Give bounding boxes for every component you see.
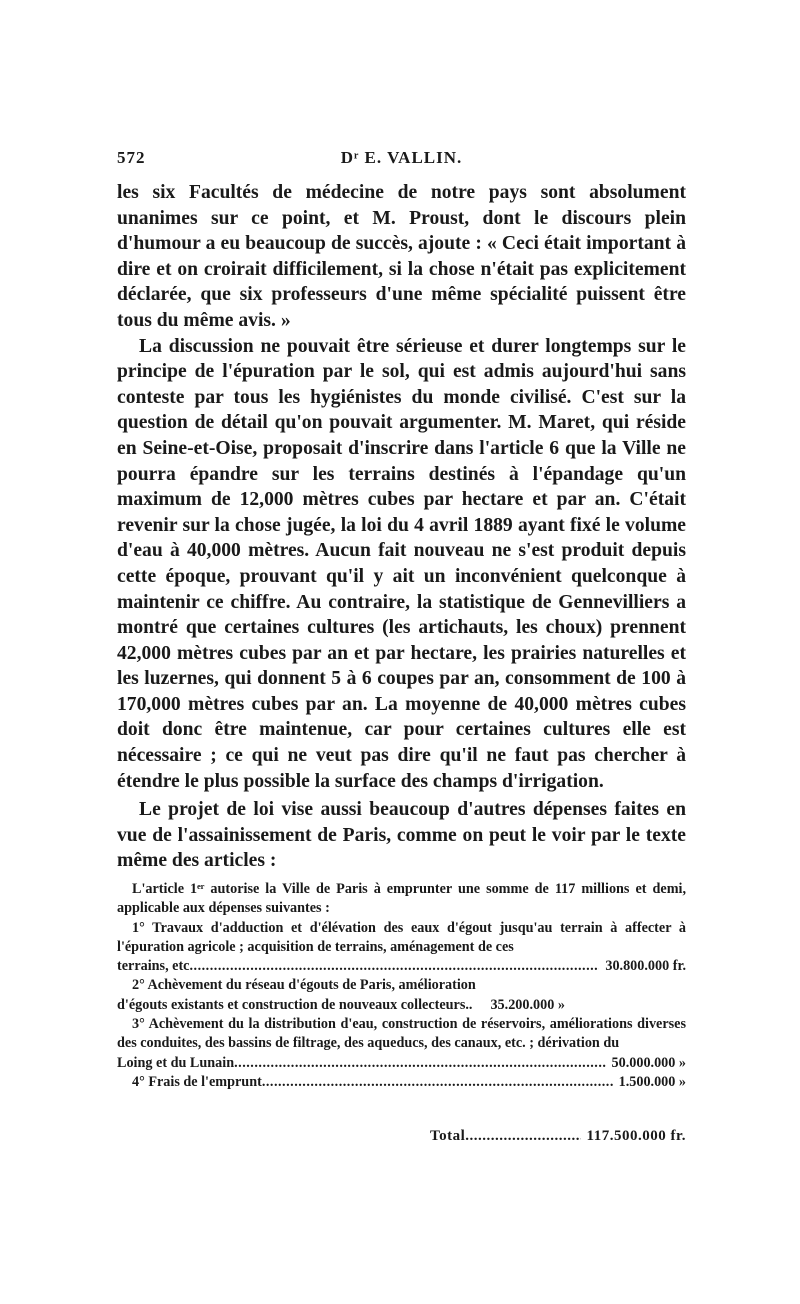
paragraph-1: les six Facultés de médecine de notre pays sont absolument unanimes sur ce point, et M. Proust, dont le discours plein d'humour a eu beaucoup de succès, ajoute : « Ceci était important à dire et on croirait difficilement, si la chose n'était pas explicitement déclarée, que six professeurs d'une même spécialité puissent être tous du même avis. » (117, 182, 686, 331)
expense-item-row (117, 957, 686, 976)
dot-leader (465, 1128, 580, 1145)
page-number: 572 (117, 148, 146, 167)
running-title: Dʳ E. VALLIN. (340, 148, 463, 167)
dot-leader (234, 1054, 605, 1073)
expense-item-label: terrains, etc (117, 958, 190, 975)
total-row (430, 1128, 686, 1145)
expense-item-label: d'égouts existants et construction de nouveaux collecteurs.. (117, 996, 473, 1013)
expense-item-4 (117, 1073, 686, 1092)
total-amount: 117.500.000 fr. (586, 1128, 686, 1144)
expense-item-row (117, 996, 686, 1015)
expense-item-1 (117, 919, 686, 977)
expense-item-3 (117, 1015, 686, 1073)
expense-amount: 50.000.000 » (611, 1054, 686, 1071)
running-head (117, 148, 686, 172)
law-articles (117, 880, 686, 1092)
dot-leader (262, 1073, 613, 1092)
expense-item-label: Loing et du Lunain (117, 1054, 235, 1071)
paragraph-3: Le projet de loi vise aussi beaucoup d'autres dépenses faites en vue de l'assainissement de Paris, comme on peut le voir par le texte même des articles : (117, 799, 686, 872)
expense-item-text: 1° Travaux d'adduction et d'élévation des eaux d'égout jusqu'au terrain à affecter à l'épuration agricole ; acquisition de terrains, aménagement de ces (117, 919, 686, 955)
total-label: Total (430, 1128, 466, 1144)
expense-item-label: 4° Frais de l'emprunt (132, 1073, 262, 1090)
dot-leader (189, 957, 599, 976)
body-text (117, 180, 686, 874)
expense-amount: 35.200.000 » (490, 996, 565, 1013)
article-intro: L'article 1ᵉʳ autorise la Ville de Paris à emprunter une somme de 117 millions et demi, applicable aux dépenses suivantes : (117, 881, 686, 917)
expense-item-text: 2° Achèvement du réseau d'égouts de Paris, amélioration (132, 977, 476, 994)
expense-item-text: 3° Achèvement du la distribution d'eau, construction de réservoirs, améliorations diverses des conduites, des bassins de filtrage, des aqueducs, des canaux, etc. ; dérivation du (117, 1016, 686, 1052)
expense-amount: 30.800.000 fr. (605, 958, 686, 975)
expense-item-row (117, 1073, 686, 1092)
expense-amount: 1.500.000 » (618, 1073, 686, 1090)
expense-item-2 (117, 976, 686, 1015)
expense-item-row (117, 1054, 686, 1073)
paragraph-2: La discussion ne pouvait être sérieuse et durer longtemps sur le principe de l'épuration par le sol, qui est admis aujourd'hui sans conteste par tous les hygiénistes du monde civilisé. C'est sur la question de détail qu'on pouvait argumenter. M. Maret, qui réside en Seine-et-Oise, proposait d'inscrire dans l'article 6 que la Ville ne pourra épandre sur les terrains destinés à l'épandage qu'un maximum de 12,000 mètres cubes par hectare et par an. C'était revenir sur la chose jugée, la loi du 4 avril 1889 ayant fixé le volume d'eau à 40,000 mètres. Aucun fait nouveau ne s'est produit depuis cette époque, prouvant qu'il y ait un inconvénient quelconque à maintenir ce chiffre. Au contraire, la statistique de Gennevilliers a montré que certaines cultures (les artichauts, les choux) prennent 42,000 mètres cubes par an et par hectare, les prairies naturelles et les luzernes, qui donnent 5 à 6 coupes par an, consomment de 100 à 170,000 mètres cubes par an. La moyenne de 40,000 mètres cubes doit donc être maintenue, car pour certaines cultures elle est nécessaire ; ce qui ne veut pas dire qu'il ne faut pas chercher à étendre le plus possible la surface des champs d'irrigation. (117, 335, 686, 792)
